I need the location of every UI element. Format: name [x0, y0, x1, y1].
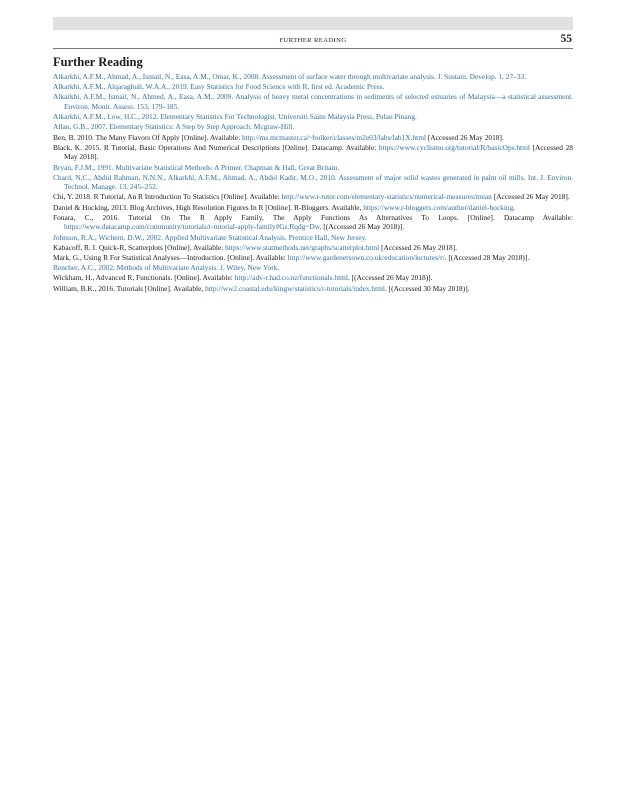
reference-text: Mark, G., Using R For Statistical Analyses—Introduction. [Online]. Available: — [53, 253, 288, 262]
reference-access-note: . [(Accessed 30 May 2018)]. — [384, 283, 470, 293]
reference-text: Chi, Y. 2018. R Tutorial, An R Introduction To Statistics [Online]. Available: — [53, 192, 282, 202]
reference-text: Alkarkhi, A.F.M., Low, H.C., 2012. Elementary Statistics For Technologist. Universiti Sains Malaysia Press, Pulau Pinang. — [53, 112, 417, 122]
reference-access-note: [Accessed 26 May 2018]. — [491, 192, 570, 202]
reference-item[interactable] — [53, 263, 573, 273]
running-title: FURTHER READING — [279, 37, 347, 44]
section-title: Further Reading — [53, 55, 143, 69]
reference-link[interactable]: http://adv-r.had.co.nz/functionals.html — [234, 273, 348, 283]
reference-item[interactable] — [53, 82, 573, 92]
reference-text: Bryan, F.J.M., 1991. Multivariate Statistical Methods: A Primer. Chapman & Hall, Great Britain. — [53, 162, 340, 172]
reference-access-note: . [(Accessed 26 May 2018)]. — [319, 222, 405, 232]
reference-item[interactable] — [53, 122, 573, 132]
reference-item — [53, 213, 573, 232]
reference-item — [53, 243, 573, 253]
reference-text: Alkarkhi, A.F.M., Ahmad, A., Ismail, N., Easa, A.M., Omar, K., 2008. Assessment of surface water through multivariate analysis. J. Sustain. Develop. 1, 27–33. — [53, 72, 527, 81]
reference-text: Allan, G.B., 2007. Elementary Statistics: A Step by Step Approach. Mcgraw-Hill. — [53, 122, 295, 132]
reference-list — [53, 72, 573, 294]
reference-access-note: [Accessed 26 May 2018]. — [426, 132, 504, 142]
reference-item — [53, 143, 573, 162]
reference-text: Fonara, C., 2016. Tutorial On The R Apply Family, The Apply Functions As Alternatives To Loops. [Online]. Datacamp Available: — [53, 212, 573, 222]
reference-item[interactable] — [53, 112, 573, 122]
reference-text: Daniel & Hocking, 2013. Blog Archives, High Resolution Figures In R [Online]. R-Bloggers. Available, — [53, 202, 364, 212]
reference-item[interactable] — [53, 173, 573, 192]
reference-text: Johnson, R.A., Wichern, D.W., 2002. Applied Multivariate Statistical Analysis. Prentice Hall, New Jersey. — [53, 232, 367, 242]
reference-item[interactable] — [53, 92, 573, 111]
reference-link[interactable]: https://www.datacamp.com/community/tutorials/r-tutorial-apply-family#Gs.Rqdg~Dw — [64, 222, 320, 232]
reference-access-note: . — [513, 202, 516, 212]
page-number: 55 — [560, 33, 572, 45]
reference-text: Kabacoff, R. I. Quick-R, Scatterplots [Online]. Available: — [53, 242, 226, 252]
reference-access-note: . [(Accessed 26 May 2018)]. — [347, 273, 433, 283]
reference-text: William, B.K., 2016. Tutorials [Online]. Available, — [53, 283, 206, 293]
reference-text: Ben, B. 2010. The Many Flavors Of Apply [Online]. Available: — [53, 132, 242, 142]
reference-link[interactable]: http://ww2.coastal.edu/kingw/statistics/r-tutorials/index.html — [205, 283, 385, 293]
reference-link[interactable]: https://www.statmethods.net/graphs/scatterplot.html — [225, 242, 380, 252]
reference-item[interactable] — [53, 233, 573, 243]
reference-item — [53, 133, 573, 143]
reference-link[interactable]: https://www.cyclismo.org/tutorial/R/basicOps.html — [378, 142, 530, 152]
reference-item — [53, 192, 573, 202]
header-band — [53, 17, 573, 30]
reference-item — [53, 273, 573, 283]
reference-link[interactable]: https://www.r-bloggers.com/author/daniel-hocking — [363, 202, 514, 212]
reference-text: Black, K. 2015. R Tutorial, Basic Operations And Numerical Descriptions [Online]. Datacamp. Available: — [53, 142, 379, 152]
reference-text: Rencher, A.C., 2002. Methods of Multivariate Analysis. J. Wiley, New York. — [53, 263, 280, 273]
reference-access-note: [Accessed 28 May 2018]. — [64, 142, 573, 162]
reference-text: Alkarkhi, A.F.M., Ismail, N., Ahmed, A., Easa, A.M., 2009. Analysis of heavy metal concentrations in sediments of selected estuaries of Malaysia—a statistical assessment. Environ. Monit. Assess. 153, 179–185. — [53, 92, 573, 111]
reference-link[interactable]: http://ms.mcmaster.ca/~bolker/classes/m2e03/labs/lab1X.html — [241, 132, 426, 142]
reference-access-note: [Accessed 26 May 2018]. — [379, 242, 458, 252]
reference-text: Wickham, H., Advanced R, Functionals. [Online]. Available: — [53, 273, 235, 283]
reference-item — [53, 284, 573, 294]
reference-text: Chard, N.C., Abdul Rahman, N.N.N., Alkarkhi, A.F.M., Ahmad, A., Abdel Kadir, M.O., 2010. Assessment of major solid wastes generated in palm oil mills. Int. J. Environ. Technol. Manage. 13, 245–252. — [53, 172, 573, 192]
reference-text: Alkarkhi, A.F.M., Alqaraghuli, W.A.A., 2019. Easy Statistics for Food Science with R, first ed. Academic Press. — [53, 82, 385, 92]
reference-link[interactable]: http://www.r-tutor.com/elementary-statistics/numerical-measures/mean — [281, 192, 492, 202]
reference-item[interactable] — [53, 163, 573, 173]
reference-access-note: . [(Accessed 28 May 2018)]. — [444, 253, 530, 262]
reference-item — [53, 203, 573, 213]
reference-item[interactable] — [53, 72, 573, 82]
reference-link[interactable]: http://www.gardenersown.co.uk/education/lectures/r/ — [287, 253, 445, 262]
running-head — [53, 34, 573, 49]
reference-item — [53, 253, 573, 263]
